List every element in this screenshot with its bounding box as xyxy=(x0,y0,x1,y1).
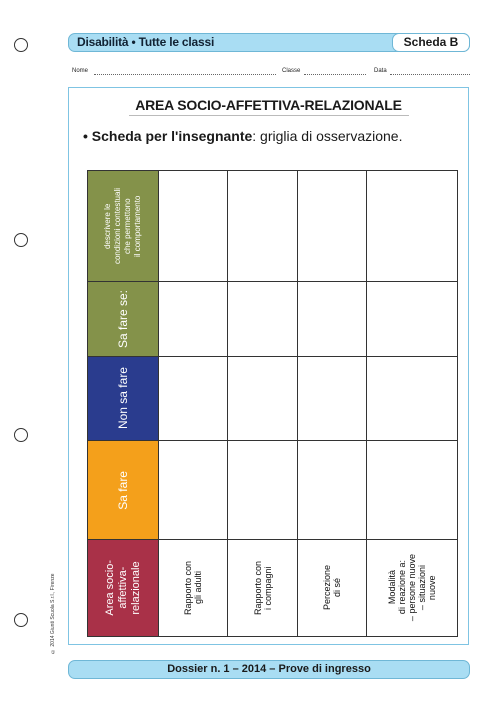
grid-cell[interactable] xyxy=(367,357,458,441)
grid-cell[interactable] xyxy=(228,357,298,441)
row-label-sa-fare xyxy=(88,441,159,540)
grid-cell[interactable] xyxy=(298,441,367,540)
grid-cell[interactable] xyxy=(367,282,458,357)
row-label-non-sa-fare-text: Non sa fare xyxy=(116,367,130,430)
grid-cell[interactable] xyxy=(228,441,298,540)
binder-hole-1 xyxy=(14,38,28,52)
row-label-non-sa-fare xyxy=(88,357,159,441)
worksheet-subtitle xyxy=(83,128,402,144)
column-header-percezione-text: Percezione di sé xyxy=(322,565,342,611)
observation-grid xyxy=(87,170,458,637)
student-fields xyxy=(72,68,472,78)
binder-hole-4 xyxy=(14,613,28,627)
grid-cell[interactable] xyxy=(228,282,298,357)
row-label-sa-fare-se xyxy=(88,282,159,357)
grid-cell[interactable] xyxy=(298,171,367,282)
header-band xyxy=(68,33,470,52)
column-header-adulti xyxy=(159,540,228,637)
row-label-sa-fare-text: Sa fare xyxy=(116,470,130,510)
worksheet-frame xyxy=(68,87,469,645)
copyright-notice: © 2014 Giunti Scuola S.r.l., Firenze xyxy=(50,573,56,654)
nome-label: Nome xyxy=(72,68,89,74)
data-line[interactable] xyxy=(390,74,470,75)
row-label-sa-fare-se-text: Sa fare se: xyxy=(116,289,130,349)
classe-label: Classe xyxy=(282,68,301,74)
column-header-reazione-text: Modalità di reazione a: – persone nuove – situazioni nuove xyxy=(387,554,437,622)
classe-line[interactable] xyxy=(304,74,366,75)
column-header-percezione xyxy=(298,540,367,637)
grid-cell[interactable] xyxy=(367,171,458,282)
header-title: Disabilità • Tutte le classi xyxy=(77,35,215,49)
grid-cell[interactable] xyxy=(159,171,228,282)
grid-cell[interactable] xyxy=(367,441,458,540)
heading-divider xyxy=(129,115,409,116)
nome-line[interactable] xyxy=(94,74,276,75)
row-label-area-text: Area socio- affettiva- relazionale xyxy=(103,560,142,616)
row-label-conditions xyxy=(88,171,159,282)
footer-band: Dossier n. 1 – 2014 – Prove di ingresso xyxy=(68,660,470,679)
column-header-compagni xyxy=(228,540,298,637)
subtitle-rest: : griglia di osservazione. xyxy=(252,128,403,144)
worksheet-heading: AREA SOCIO-AFFETTIVA-RELAZIONALE xyxy=(135,97,402,113)
column-header-reazione xyxy=(367,540,458,637)
grid-cell[interactable] xyxy=(298,357,367,441)
column-header-adulti-text: Rapporto con gli adulti xyxy=(183,560,203,616)
grid-cell[interactable] xyxy=(228,171,298,282)
grid-cell[interactable] xyxy=(298,282,367,357)
scheda-badge: Scheda B xyxy=(392,33,470,52)
data-label: Data xyxy=(374,68,387,74)
grid-cell[interactable] xyxy=(159,441,228,540)
binder-hole-3 xyxy=(14,428,28,442)
binder-hole-2 xyxy=(14,233,28,247)
row-label-area xyxy=(88,540,159,637)
grid-cell[interactable] xyxy=(159,282,228,357)
column-header-compagni-text: Rapporto con i compagni xyxy=(252,560,273,616)
subtitle-bold: • Scheda per l'insegnante xyxy=(83,128,253,144)
row-label-conditions-text: descrivere le condizioni contestuali che permettono il comportamento xyxy=(103,187,142,265)
grid-cell[interactable] xyxy=(159,357,228,441)
